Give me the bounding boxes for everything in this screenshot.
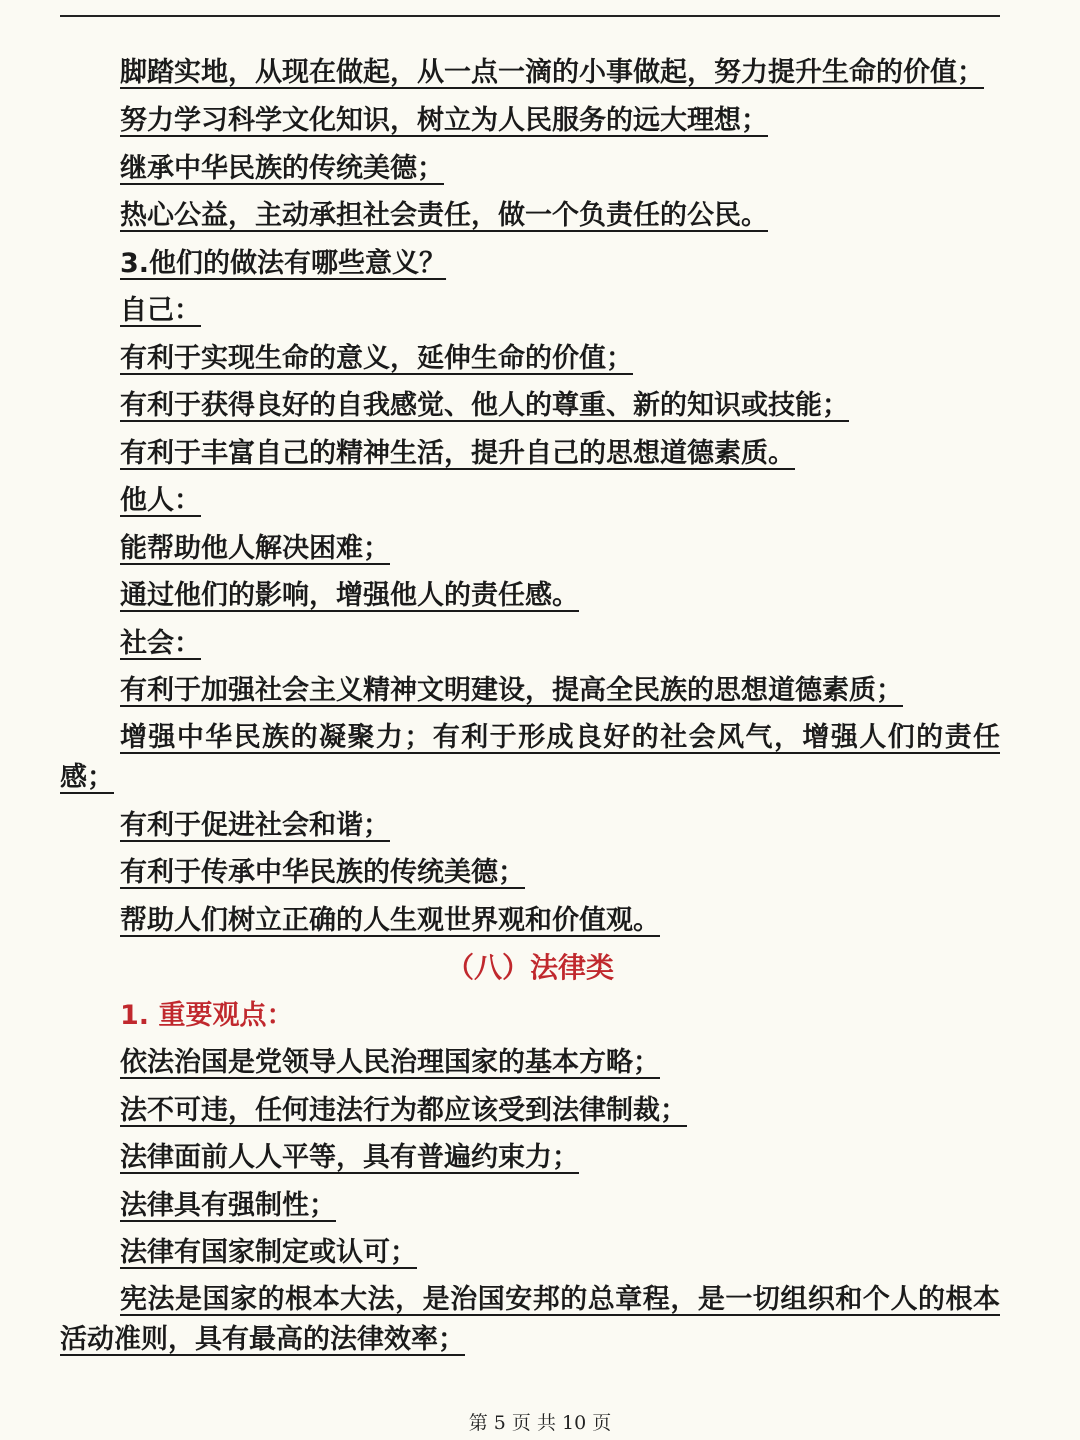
- paragraph: [60, 50, 1000, 97]
- text-line: 增强中华民族的凝聚力；有利于形成良好的社会风气，增强人们的责任感；: [60, 721, 1000, 793]
- list-item: [60, 572, 1000, 620]
- paragraph: [60, 1277, 1000, 1364]
- top-rule: [60, 15, 1000, 17]
- list-item: [60, 1134, 1000, 1182]
- list-item: [60, 802, 1000, 850]
- list-item: [60, 145, 1000, 193]
- paragraph: [60, 715, 1000, 802]
- text-line: 热心公益，主动承担社会责任，做一个负责任的公民。: [120, 200, 768, 231]
- section-heading: （八）法律类: [445, 951, 614, 984]
- text-line: 有利于传承中华民族的传统美德；: [120, 857, 525, 888]
- text-line: 宪法是国家的根本大法，是治国安邦的总章程，是一切组织和个人的根本活动准则，具有最高的法律效率；: [60, 1283, 1000, 1355]
- list-item: [60, 1087, 1000, 1135]
- text-line: 法律具有强制性；: [120, 1189, 336, 1221]
- text-line: 有利于丰富自己的精神生活，提升自己的思想道德素质。: [120, 437, 795, 469]
- text-line: 帮助人们树立正确的人生观世界观和价值观。: [120, 904, 660, 936]
- list-item: [60, 897, 1000, 945]
- text-line: 依法治国是党领导人民治理国家的基本方略；: [120, 1047, 660, 1078]
- text-line: 有利于获得良好的自我感觉、他人的尊重、新的知识或技能；: [120, 390, 849, 421]
- list-item: [60, 97, 1000, 145]
- list-item: [60, 667, 1000, 715]
- text-line: 有利于促进社会和谐；: [120, 809, 390, 841]
- text-line: 通过他们的影响，增强他人的责任感。: [120, 580, 579, 611]
- list-item: [60, 849, 1000, 897]
- text-line: 有利于实现生命的意义，延伸生命的价值；: [120, 342, 633, 374]
- text-line: 法不可违，任何违法行为都应该受到法律制裁；: [120, 1094, 687, 1126]
- list-item: [60, 192, 1000, 240]
- subheading-text: 社会：: [120, 627, 201, 659]
- question-heading: [60, 240, 1000, 288]
- subheading-self: [60, 287, 1000, 335]
- list-item: [60, 1039, 1000, 1087]
- subheading-others: [60, 477, 1000, 525]
- list-item: [60, 335, 1000, 383]
- text-line: 脚踏实地，从现在做起，从一点一滴的小事做起，努力提升生命的价值；: [120, 57, 984, 88]
- list-item: [60, 525, 1000, 573]
- list-item: [60, 430, 1000, 478]
- list-item: [60, 1229, 1000, 1277]
- text-line: 能帮助他人解决困难；: [120, 532, 390, 564]
- point-label: 1. 重要观点：: [120, 999, 294, 1031]
- text-line: 法律有国家制定或认可；: [120, 1237, 417, 1268]
- subheading-society: [60, 620, 1000, 668]
- subheading-text: 他人：: [120, 485, 201, 516]
- list-item: [60, 1182, 1000, 1230]
- subheading-text: 自己：: [120, 295, 201, 326]
- text-line: 努力学习科学文化知识，树立为人民服务的远大理想；: [120, 105, 768, 136]
- list-item: [60, 382, 1000, 430]
- text-line: 法律面前人人平等，具有普遍约束力；: [120, 1142, 579, 1173]
- text-line: 继承中华民族的传统美德；: [120, 152, 444, 184]
- question-text: 3.他们的做法有哪些意义？: [120, 247, 447, 279]
- page-footer: 第 5 页 共 10 页: [468, 1412, 612, 1434]
- page-content: [60, 50, 1000, 1364]
- text-line: 有利于加强社会主义精神文明建设，提高全民族的思想道德素质；: [120, 675, 903, 706]
